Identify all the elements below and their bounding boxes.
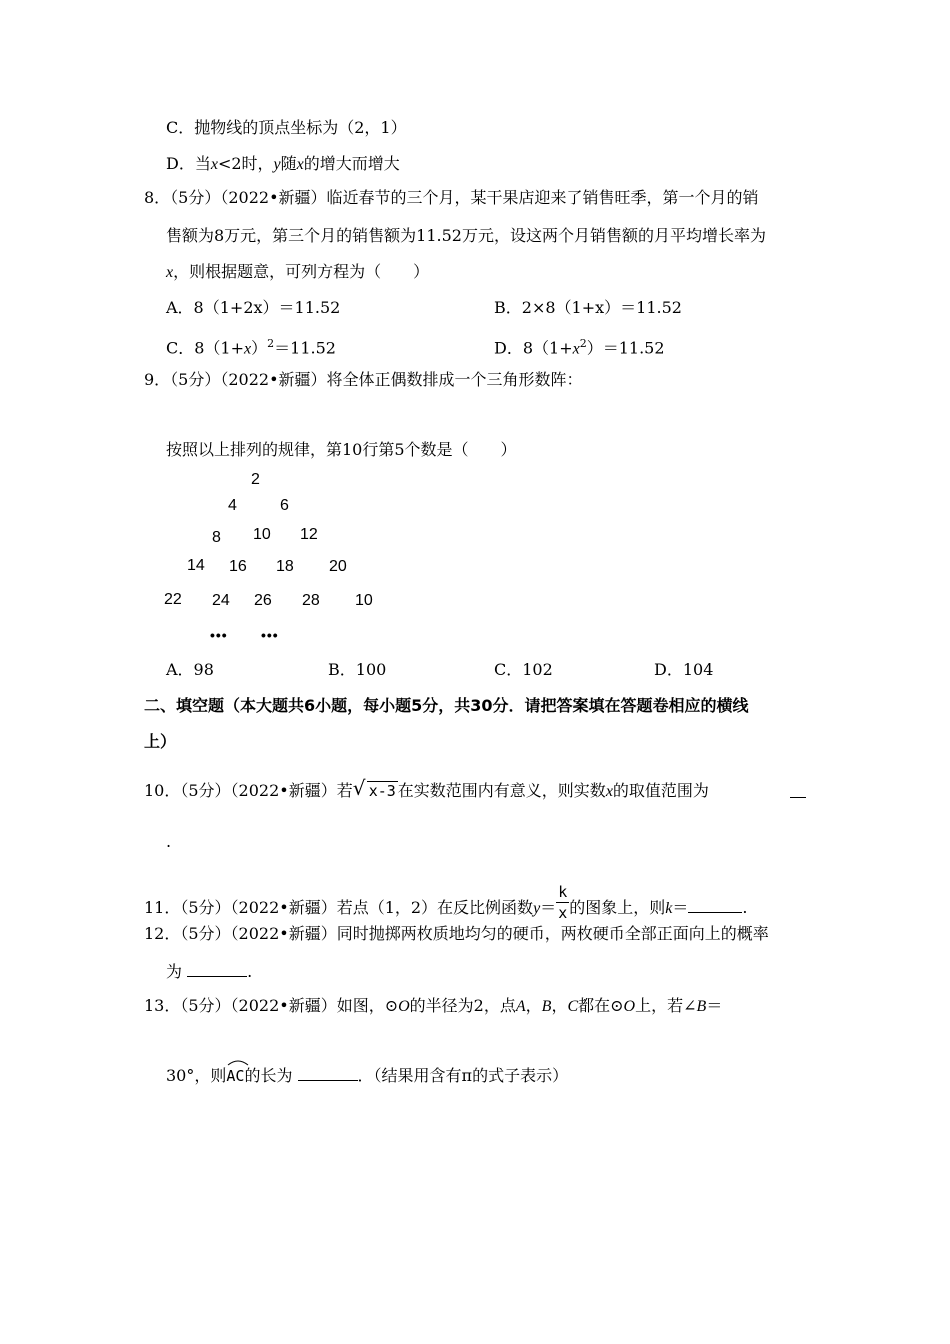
triangle-number: 6 (280, 497, 289, 514)
triangle-number: 10 (355, 592, 373, 609)
section-heading-cont: 上） (144, 732, 177, 751)
q12-stem-line2: 为 . (166, 962, 253, 981)
triangle-ellipsis: ••• (210, 627, 228, 643)
q11-answer-blank[interactable] (688, 898, 742, 913)
triangle-number: 8 (212, 529, 221, 546)
q8-stem-line3: x，则根据题意，可列方程为（ ） (166, 262, 430, 281)
q9-stem-line2: 按照以上排列的规律，第10行第5个数是（ ） (166, 440, 517, 459)
triangle-number: 12 (300, 526, 318, 543)
arc-symbol-icon (226, 1058, 250, 1066)
triangle-number: 10 (253, 526, 271, 543)
triangle-number: 20 (329, 558, 347, 575)
triangle-number: 4 (228, 497, 237, 514)
triangle-number: 2 (251, 471, 260, 488)
arc-ac: AC (226, 1062, 244, 1086)
q8-stem-line1: 8．（5分）（2022•新疆）临近春节的三个月，某干果店迎来了销售旺季，第一个月的销 (144, 188, 759, 207)
triangle-number: 22 (164, 591, 182, 608)
q8-option-d: D．$8(1+x^2)=11.52$ (494, 337, 665, 358)
q9-option-a: A．98 (166, 660, 214, 679)
q8-option-c: C．$8(1+x)^2=11.52$ (166, 337, 336, 358)
q7-option-c: C．抛物线的顶点坐标为（2，1） (166, 118, 407, 137)
fraction: $\frac{k}{x}$ (558, 883, 568, 922)
triangle-number: 26 (254, 592, 272, 609)
triangle-number: 18 (276, 558, 294, 575)
q12-stem-line1: 12．（5分）（2022•新疆）同时抛掷两枚质地均匀的硬币，两枚硬币全部正面向上的概率 (144, 924, 769, 943)
q9-option-d: D．104 (654, 660, 714, 679)
q10-answer-blank[interactable] (790, 783, 806, 798)
triangle-number: 24 (212, 592, 230, 609)
triangle-number: 28 (302, 592, 320, 609)
q8-option-a: A．8（1+2x）＝11.52 (166, 298, 341, 317)
q9-option-c: C．102 (494, 660, 553, 679)
triangle-ellipsis: ••• (261, 627, 279, 643)
triangle-number: 16 (229, 558, 247, 575)
q9-stem-line1: 9．（5分）（2022•新疆）将全体正偶数排成一个三角形数阵： (144, 370, 583, 389)
q11-stem: 11．（5分）（2022•新疆）若点（1，2）在反比例函数y＝ $\frac{k}{x}$ 的图象上，则k＝ . (144, 883, 748, 922)
q13-answer-blank[interactable] (298, 1066, 358, 1081)
q10-stem-end: . (166, 832, 172, 851)
sqrt-expression: √ x-3 (352, 776, 396, 800)
triangle-number: 14 (187, 557, 205, 574)
q9-option-b: B．100 (328, 660, 387, 679)
q10-stem: 10．（5分）（2022•新疆）若 √ x-3 在实数范围内有意义，则实数x的取值范围为 (144, 776, 709, 800)
q8-option-b: B．2×8（1+x）＝11.52 (494, 298, 682, 317)
q8-stem-line2: 售额为8万元，第三个月的销售额为11.52万元，设这两个月销售额的月平均增长率为 (166, 226, 766, 245)
q13-stem-line2: 30°，则 AC的长为 ．（结果用含有π的式子表示） (166, 1062, 568, 1086)
q13-stem-line1: 13．（5分）（2022•新疆）如图，⊙O的半径为2，点A，B，C都在⊙O上，若∠B＝ (144, 996, 723, 1015)
q7-option-d: D．当x<2时，y随x的增大而增大 (166, 154, 400, 173)
section-heading: 二、填空题（本大题共6小题，每小题5分，共30分．请把答案填在答题卷相应的横线 (144, 696, 749, 715)
q12-answer-blank[interactable] (187, 962, 247, 977)
